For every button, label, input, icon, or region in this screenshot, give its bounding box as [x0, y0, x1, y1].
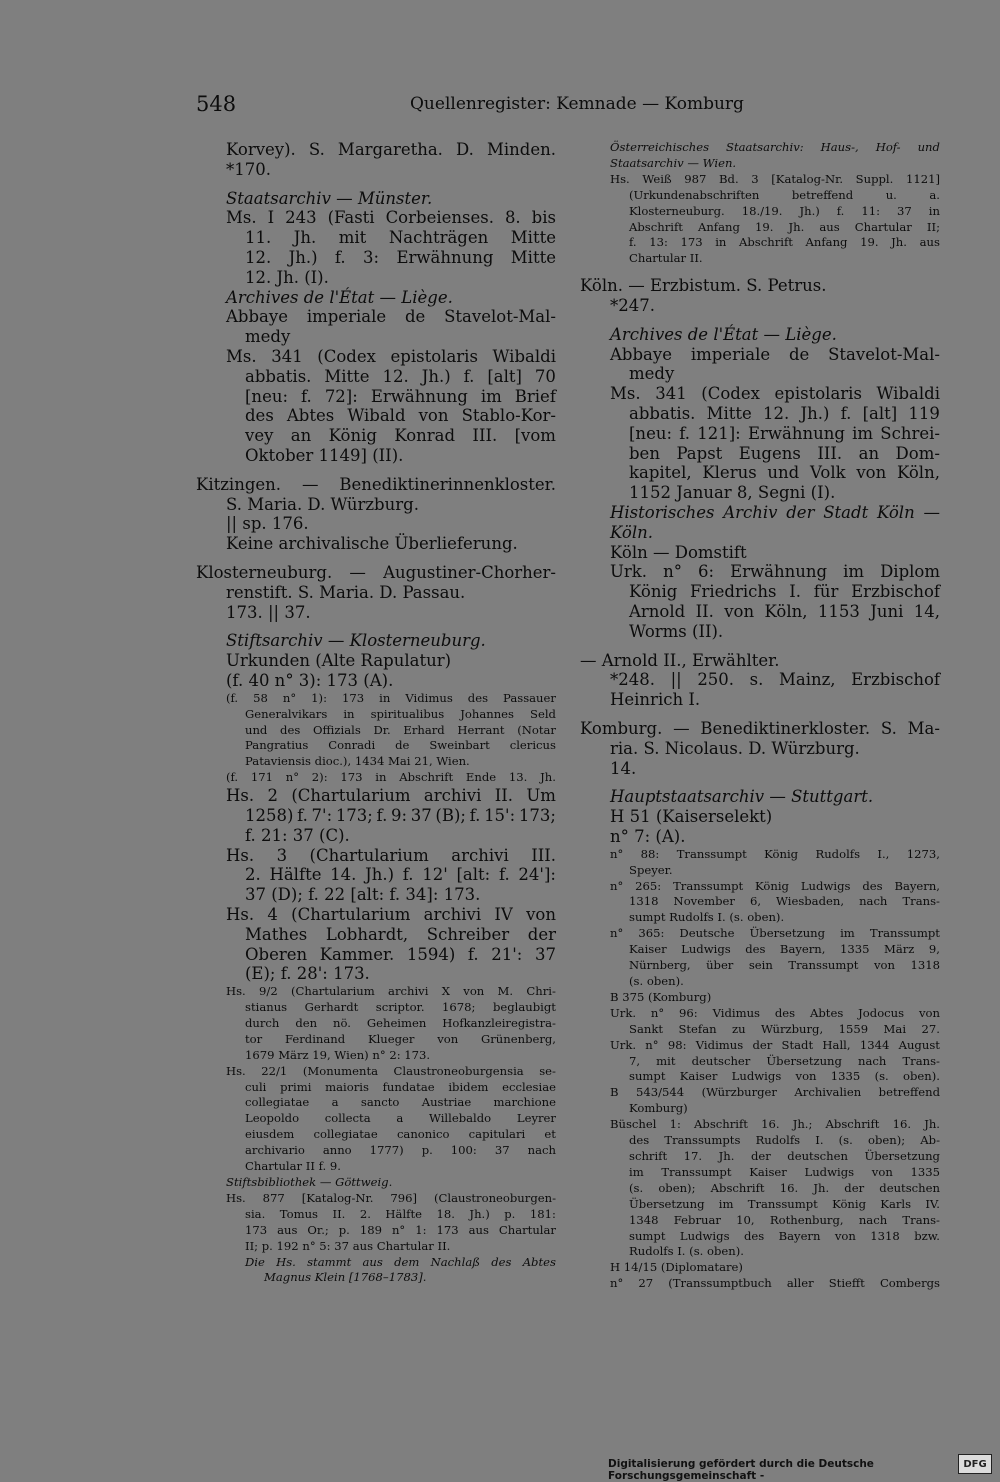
text-line: Urk. n° 98: Vidimus der Stadt Hall, 1344 August: [610, 1037, 940, 1052]
entry-gap: [580, 778, 940, 787]
entry-gap: [580, 316, 940, 325]
text-line: (s. oben).: [629, 974, 684, 989]
text-line: 37 (D); f. 22 [alt: f. 34]: 173.: [245, 885, 481, 905]
text-line: Köln.: [610, 522, 653, 542]
text-line: Hs. 4 (Chartularium archivi IV von: [226, 904, 556, 924]
text-line: B 375 (Komburg): [610, 989, 712, 1004]
text-line: *248. || 250. s. Mainz, Erzbischof: [610, 670, 940, 690]
text-line: 1152 Januar 8, Segni (I).: [629, 483, 836, 503]
text-line: Pataviensis dioc.), 1434 Mai 21, Wien.: [245, 754, 470, 769]
text-line: Heinrich I.: [610, 690, 701, 710]
text-line: [neu: f. 72]: Erwähnung im Brief: [245, 386, 556, 406]
left-column: [196, 140, 556, 1286]
dfg-logo: DFG: [958, 1454, 992, 1474]
text-line: ben Papst Eugens III. an Dom-: [629, 443, 940, 463]
text-line: 7, mit deutscher Übersetzung nach Trans-: [629, 1053, 940, 1068]
text-line: vey an König Konrad III. [vom: [245, 426, 556, 446]
text-line: 1348 Februar 10, Rothenburg, nach Trans-: [629, 1212, 940, 1227]
text-line: Hs. 22/1 (Monumenta Claustroneoburgensia se-: [226, 1063, 556, 1078]
text-line: Stiftsarchiv — Klosterneuburg.: [226, 631, 486, 651]
text-line: Leopoldo collecta a Willebaldo Leyrer: [245, 1111, 556, 1126]
text-line: n° 7: (A).: [610, 826, 686, 846]
text-line: Hs. 3 (Chartularium archivi III.: [226, 845, 556, 865]
text-line: Büschel 1: Abschrift 16. Jh.; Abschrift 16. Jh.: [610, 1117, 940, 1132]
text-line: Speyer.: [629, 862, 673, 877]
text-line: 1679 März 19, Wien) n° 2: 173.: [245, 1047, 431, 1062]
text-line: Abschrift Anfang 19. Jh. aus Chartular II;: [629, 219, 940, 234]
text-line: sumpt Ludwigs des Bayern von 1318 bzw.: [629, 1228, 940, 1243]
entry-gap: [196, 180, 556, 189]
text-line: (f. 40 n° 3): 173 (A).: [226, 670, 394, 690]
text-line: 14.: [610, 758, 637, 778]
text-line: Kaiser Ludwigs des Bayern, 1335 März 9,: [629, 942, 940, 957]
text-line: 12. Jh. (I).: [245, 267, 329, 287]
text-line: (Urkundenabschriften betreffend u. a.: [629, 187, 940, 202]
text-line: Köln — Domstift: [610, 542, 747, 562]
text-line: Hs. Weiß 987 Bd. 3 [Katalog-Nr. Suppl. 1121]: [610, 171, 940, 186]
entry-gap: [196, 466, 556, 475]
text-line: medy: [629, 364, 675, 384]
text-line: Mathes Lobhardt, Schreiber der: [245, 924, 556, 944]
text-line: 173. || 37.: [226, 602, 311, 622]
text-line: — Arnold II., Erwählter.: [580, 650, 780, 670]
text-line: schrift 17. Jh. der deutschen Übersetzung: [629, 1148, 940, 1163]
text-line: abbatis. Mitte 12. Jh.) f. [alt] 70: [245, 366, 556, 386]
text-line: 1318 November 6, Wiesbaden, nach Trans-: [629, 894, 940, 909]
text-line: Staatsarchiv — Wien.: [610, 155, 737, 170]
entry-gap: [196, 622, 556, 631]
text-line: Arnold II. von Köln, 1153 Juni 14,: [629, 602, 940, 621]
text-line: sia. Tomus II. 2. Hälfte 18. Jh.) p. 181:: [245, 1206, 556, 1221]
text-line: Österreichisches Staatsarchiv: Haus-, Hof- und: [610, 140, 940, 154]
text-line: H 51 (Kaiserselekt): [610, 807, 773, 827]
entry-gap: [580, 710, 940, 719]
text-line: durch den nö. Geheimen Hofkanzleiregistra-: [245, 1015, 556, 1030]
text-line: Pangratius Conradi de Sweinbart clericus: [245, 738, 556, 753]
text-line: II; p. 192 n° 5: 37 aus Chartular II.: [245, 1238, 451, 1253]
text-line: Sankt Stefan zu Würzburg, 1559 Mai 27.: [629, 1021, 940, 1036]
entry-gap: [580, 267, 940, 276]
text-line: Komburg): [629, 1101, 688, 1116]
text-line: H 14/15 (Diplomatare): [610, 1260, 743, 1275]
text-line: Chartular II f. 9.: [245, 1159, 341, 1174]
text-line: im Transsumpt Kaiser Ludwigs von 1335: [629, 1164, 940, 1179]
text-line: sumpt Kaiser Ludwigs von 1335 (s. oben).: [629, 1069, 940, 1084]
text-line: (s. oben); Abschrift 16. Jh. der deutschen: [629, 1180, 940, 1195]
text-line: Köln. — Erzbistum. S. Petrus.: [580, 276, 827, 296]
text-line: archivario anno 1777) p. 100: 37 nach: [245, 1143, 556, 1158]
running-header: Quellenregister: Kemnade — Komburg: [410, 94, 744, 114]
text-line: Abbaye imperiale de Stavelot-Mal-: [226, 307, 556, 327]
text-line: Korvey). S. Margaretha. D. Minden.: [226, 140, 556, 159]
text-line: 173 aus Or.; p. 189 n° 1: 173 aus Chartular: [245, 1222, 556, 1237]
text-line: [neu: f. 121]: Erwähnung im Schrei-: [629, 423, 940, 443]
text-line: B 543/544 (Würzburger Archivalien betreffend: [610, 1085, 940, 1100]
text-line: Hs. 877 [Katalog-Nr. 796] (Claustroneoburgen-: [226, 1190, 556, 1205]
text-line: des Abtes Wibald von Stablo-Kor-: [245, 406, 556, 426]
page-number: 548: [196, 92, 237, 116]
text-line: Die Hs. stammt aus dem Nachlaß des Abtes: [245, 1254, 556, 1269]
text-line: Klosterneuburg. 18./19. Jh.) f. 11: 37 in: [629, 203, 940, 218]
text-line: kapitel, Klerus und Volk von Köln,: [629, 463, 940, 483]
text-line: (f. 171 n° 2): 173 in Abschrift Ende 13. Jh.: [226, 770, 556, 785]
text-line: Hs. 2 (Chartularium archivi II. Um: [226, 786, 556, 806]
text-line: Keine archivalische Überlieferung.: [226, 534, 518, 554]
text-line: Ms. 341 (Codex epistolaris Wibaldi: [226, 346, 556, 366]
text-line: Magnus Klein [1768–1783].: [264, 1270, 427, 1285]
text-line: medy: [245, 327, 291, 347]
text-line: stianus Gerhardt scriptor. 1678; beglaubigt: [245, 1000, 556, 1015]
text-line: Archives de l'État — Liège.: [226, 287, 453, 307]
text-line: f. 21: 37 (C).: [245, 825, 350, 845]
text-line: f. 13: 173 in Abschrift Anfang 19. Jh. aus: [629, 235, 940, 250]
text-line: ria. S. Nicolaus. D. Würzburg.: [610, 738, 860, 758]
text-line: Nürnberg, über sein Transsumpt von 1318: [629, 958, 940, 973]
text-line: Urk. n° 6: Erwähnung im Diplom: [610, 562, 940, 582]
text-line: (f. 58 n° 1): 173 in Vidimus des Passauer: [226, 690, 556, 705]
text-line: des Transsumpts Rudolfs I. (s. oben); Ab-: [629, 1133, 940, 1148]
text-line: 11. Jh. mit Nachträgen Mitte: [245, 228, 556, 248]
text-line: Ms. 341 (Codex epistolaris Wibaldi: [610, 384, 940, 404]
text-line: Urk. n° 96: Vidimus des Abtes Jodocus von: [610, 1005, 940, 1020]
text-line: *247.: [610, 296, 655, 316]
text-line: Oberen Kammer. 1594) f. 21': 37: [245, 944, 556, 964]
text-line: 1258) f. 7': 173; f. 9: 37 (B); f. 15': 173;: [245, 805, 556, 825]
text-line: abbatis. Mitte 12. Jh.) f. [alt] 119: [629, 404, 940, 424]
text-line: *170.: [226, 159, 271, 179]
text-line: Abbaye imperiale de Stavelot-Mal-: [610, 344, 940, 364]
right-column: [580, 140, 940, 1292]
text-line: 2. Hälfte 14. Jh.) f. 12' [alt: f. 24']:: [245, 865, 556, 885]
text-line: Ms. I 243 (Fasti Corbeienses. 8. bis: [226, 208, 556, 228]
text-line: eiusdem collegiatae canonico capitulari et: [245, 1127, 556, 1142]
text-line: Generalvikars in spiritualibus Johannes Seld: [245, 706, 556, 721]
text-line: Chartular II.: [629, 251, 703, 266]
text-line: n° 365: Deutsche Übersetzung im Transsumpt: [610, 926, 940, 941]
text-line: Rudolfs I. (s. oben).: [629, 1244, 744, 1259]
text-line: S. Maria. D. Würzburg.: [226, 494, 419, 514]
text-line: Kitzingen. — Benediktinerinnenkloster.: [196, 474, 556, 494]
text-line: 12. Jh.) f. 3: Erwähnung Mitte: [245, 247, 556, 267]
text-line: und des Offizials Dr. Erhard Herrant (Notar: [245, 722, 556, 737]
text-line: Staatsarchiv — Münster.: [226, 188, 433, 208]
text-line: Hauptstaatsarchiv — Stuttgart.: [610, 787, 874, 807]
text-line: Klosterneuburg. — Augustiner-Chorher-: [196, 562, 556, 582]
text-line: collegiatae a sancto Austriae marchione: [245, 1095, 556, 1110]
entry-gap: [196, 554, 556, 563]
text-line: n° 88: Transsumpt König Rudolfs I., 1273,: [610, 846, 940, 861]
text-line: n° 265: Transsumpt König Ludwigs des Bayern,: [610, 878, 940, 893]
text-line: renstift. S. Maria. D. Passau.: [226, 582, 466, 602]
text-line: n° 27 (Transsumptbuch aller Stiefft Combergs: [610, 1276, 940, 1291]
text-line: Komburg. — Benediktinerkloster. S. Ma-: [580, 718, 940, 738]
footer-credit: Digitalisierung gefördert durch die Deutsche Forschungsgemeinschaft -: [608, 1458, 874, 1482]
text-line: Stiftsbibliothek — Göttweig.: [226, 1175, 393, 1189]
text-line: König Friedrichs I. für Erzbischof: [629, 582, 940, 602]
text-line: sumpt Rudolfs I. (s. oben).: [629, 910, 785, 925]
text-line: culi primi maioris fundatae ibidem ecclesiae: [245, 1079, 556, 1094]
text-line: Übersetzung im Transsumpt König Karls IV.: [629, 1196, 940, 1211]
text-line: (E); f. 28': 173.: [245, 964, 370, 984]
text-line: Hs. 9/2 (Chartularium archivi X von M. Chri-: [226, 984, 556, 999]
text-line: tor Ferdinand Klueger von Grünenberg,: [245, 1031, 556, 1046]
text-line: Archives de l'État — Liège.: [610, 324, 837, 344]
text-line: Worms (II).: [629, 621, 724, 641]
text-line: Urkunden (Alte Rapulatur): [226, 651, 452, 671]
text-line: || sp. 176.: [226, 514, 309, 534]
text-line: Historisches Archiv der Stadt Köln —: [610, 503, 940, 523]
entry-gap: [580, 642, 940, 651]
text-line: Oktober 1149] (II).: [245, 445, 404, 465]
